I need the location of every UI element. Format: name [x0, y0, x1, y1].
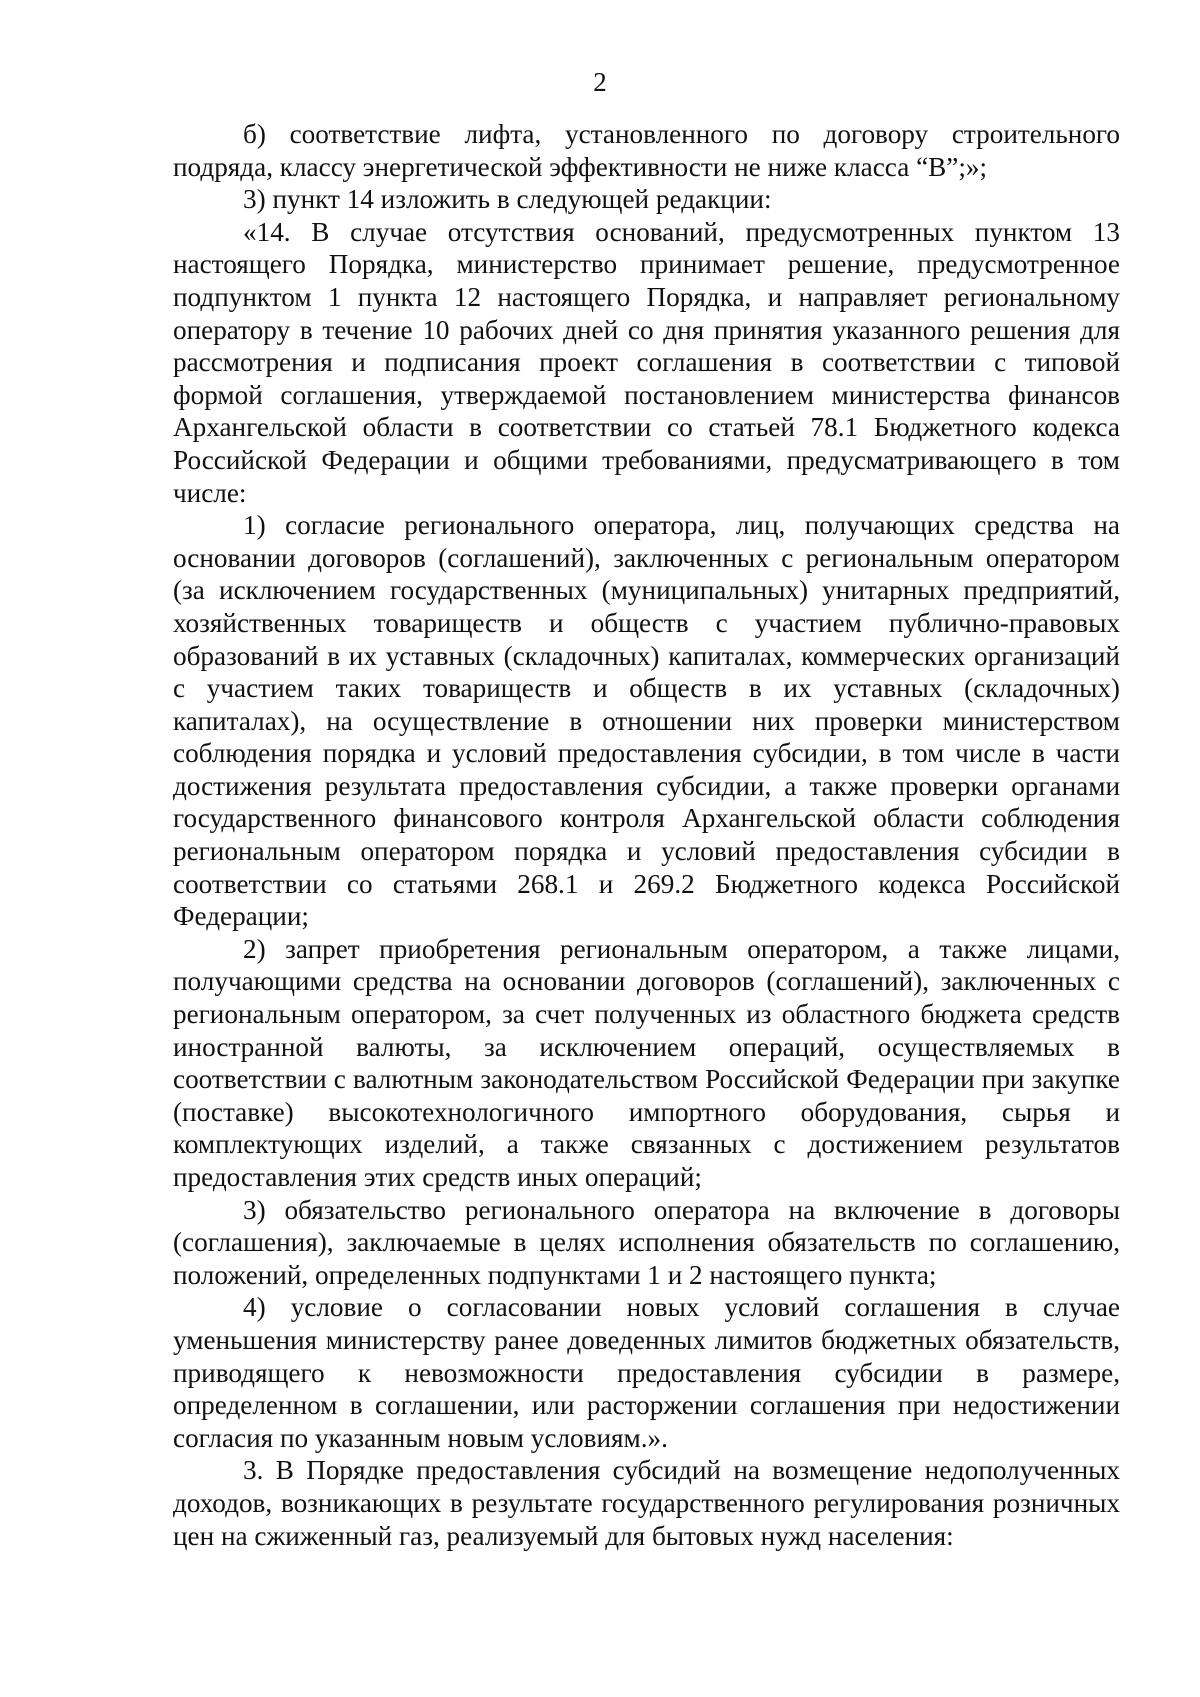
- paragraph-item-b: б) соответствие лифта, установленного по договору строительного подряда, классу энергетической эффективности не ниже класса “B”;»;: [173, 119, 1120, 182]
- document-body: [173, 118, 1120, 1552]
- paragraph-section-3: 3. В Порядке предоставления субсидий на возмещение недополученных доходов, возникающих в результате государственного регулирования розничных цен на сжиженный газ, реализуемый для бытовых нужд населения:: [173, 1455, 1120, 1551]
- paragraph-point-14: «14. В случае отсутствия оснований, предусмотренных пунктом 13 настоящего Порядка, министерство принимает решение, предусмотренное подпунктом 1 пункта 12 настоящего Порядка, и направляет региональному оператору в течение 10 рабочих дней со дня принятия указанного решения для рассмотрения и подписания проект соглашения в соответствии с типовой формой соглашения, утверждаемой постановлением министерства финансов Архангельской области в соответствии со статьей 78.1 Бюджетного кодекса Российской Федерации и общими требованиями, предусматривающего в том числе:: [173, 216, 1120, 508]
- page-number: 2: [593, 67, 607, 97]
- paragraph-subitem-4: 4) условие о согласовании новых условий соглашения в случае уменьшения министерству ранее доведенных лимитов бюджетных обязательств, приводящего к невозможности предоставления субсидии в размере, определенном в соглашении, или расторжении соглашения при недостижении согласия по указанным новым условиям.».: [173, 1292, 1120, 1453]
- paragraph-subitem-1: 1) согласие регионального оператора, лиц, получающих средства на основании договоров (соглашений), заключенных с региональным оператором (за исключением государственных (муниципальных) унитарных предприятий, хозяйственных товариществ и обществ с участием публично-правовых образований в их уставных (складочных) капиталах, коммерческих организаций с участием таких товариществ и обществ в их уставных (складочных) капиталах), на осуществление в отношении них проверки министерством соблюдения порядка и условий предоставления субсидии, в том числе в части достижения результата предоставления субсидии, а также проверки органами государственного финансового контроля Архангельской области соблюдения региональным оператором порядка и условий предоставления субсидии в соответствии со статьями 268.1 и 269.2 Бюджетного кодекса Российской Федерации;: [173, 510, 1120, 932]
- paragraph-subitem-2: 2) запрет приобретения региональным оператором, а также лицами, получающими средства на основании договоров (соглашений), заключенных с региональным оператором, за счет полученных из областного бюджета средств иностранной валюты, за исключением операций, осуществляемых в соответствии с валютным законодательством Российской Федерации при закупке (поставке) высокотехнологичного импортного оборудования, сырья и комплектующих изделий, а также связанных с достижением результатов предоставления этих средств иных операций;: [173, 933, 1120, 1192]
- paragraph-point-3-heading: 3) пункт 14 изложить в следующей редакции:: [243, 184, 772, 215]
- paragraph-subitem-3: 3) обязательство регионального оператора на включение в договоры (соглашения), заключаемые в целях исполнения обязательств по соглашению, положений, определенных подпунктами 1 и 2 настоящего пункта;: [173, 1194, 1120, 1290]
